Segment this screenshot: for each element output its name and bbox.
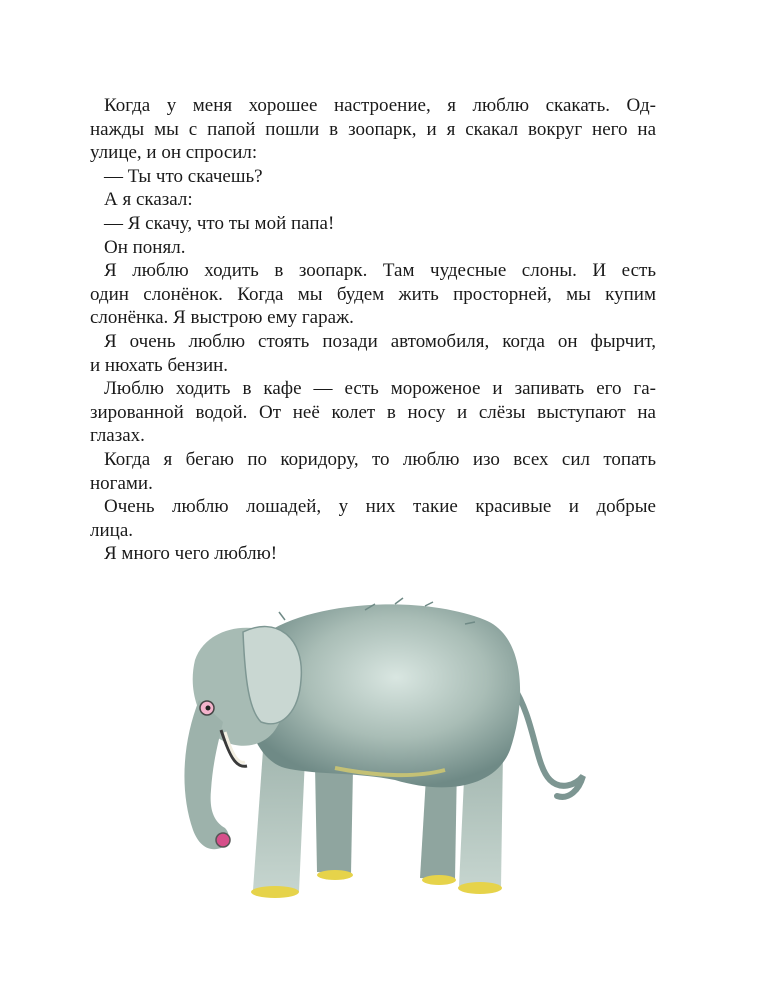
trunk <box>184 700 228 849</box>
text-line: слонёнка. Я выстрою ему гараж. <box>90 307 354 329</box>
text-line: Я много чего люблю! <box>104 543 278 565</box>
text-line: Когда я бегаю по коридору, то люблю изо всех сил топать <box>104 448 656 470</box>
text-line: — Ты что скачешь? <box>104 165 263 187</box>
foot <box>458 882 502 894</box>
front-leg-near <box>253 750 305 892</box>
text-line: Я люблю ходить в зоопарк. Там чудесные слоны. И есть <box>104 260 656 282</box>
text-line: Люблю ходить в кафе — есть мороженое и запивать его га- <box>104 378 656 400</box>
text-line: Очень люблю лошадей, у них такие красивые и добрые <box>104 496 656 518</box>
text-line: один слонёнок. Когда мы будем жить просторней, мы купим <box>90 283 656 305</box>
tail <box>513 686 583 797</box>
text-line: и нюхать бензин. <box>90 354 229 376</box>
foot <box>422 875 456 885</box>
text-line: нажды мы с папой пошли в зоопарк, и я скакал вокруг него на <box>90 118 656 140</box>
text-line: улице, и он спросил: <box>90 142 258 164</box>
text-line: зированной водой. От неё колет в носу и слёзы выступают на <box>90 401 656 423</box>
text-line: — Я скачу, что ты мой папа! <box>104 212 335 234</box>
text-line: глазах. <box>90 425 145 447</box>
text-line: Он понял. <box>104 236 186 258</box>
text-line: лица. <box>90 519 134 541</box>
story-text <box>90 94 656 566</box>
elephant-illustration <box>165 590 595 920</box>
foot <box>317 870 353 880</box>
trunk-tip <box>216 833 230 847</box>
foot <box>251 886 299 898</box>
text-line: А я сказал: <box>104 189 193 211</box>
text-line: Я очень люблю стоять позади автомобиля, когда он фырчит, <box>104 330 656 352</box>
text-line: Когда у меня хорошее настроение, я люблю скакать. Од- <box>104 95 656 116</box>
eye-pupil <box>206 706 211 711</box>
front-leg-far <box>315 765 353 874</box>
text-line: ногами. <box>90 472 153 494</box>
